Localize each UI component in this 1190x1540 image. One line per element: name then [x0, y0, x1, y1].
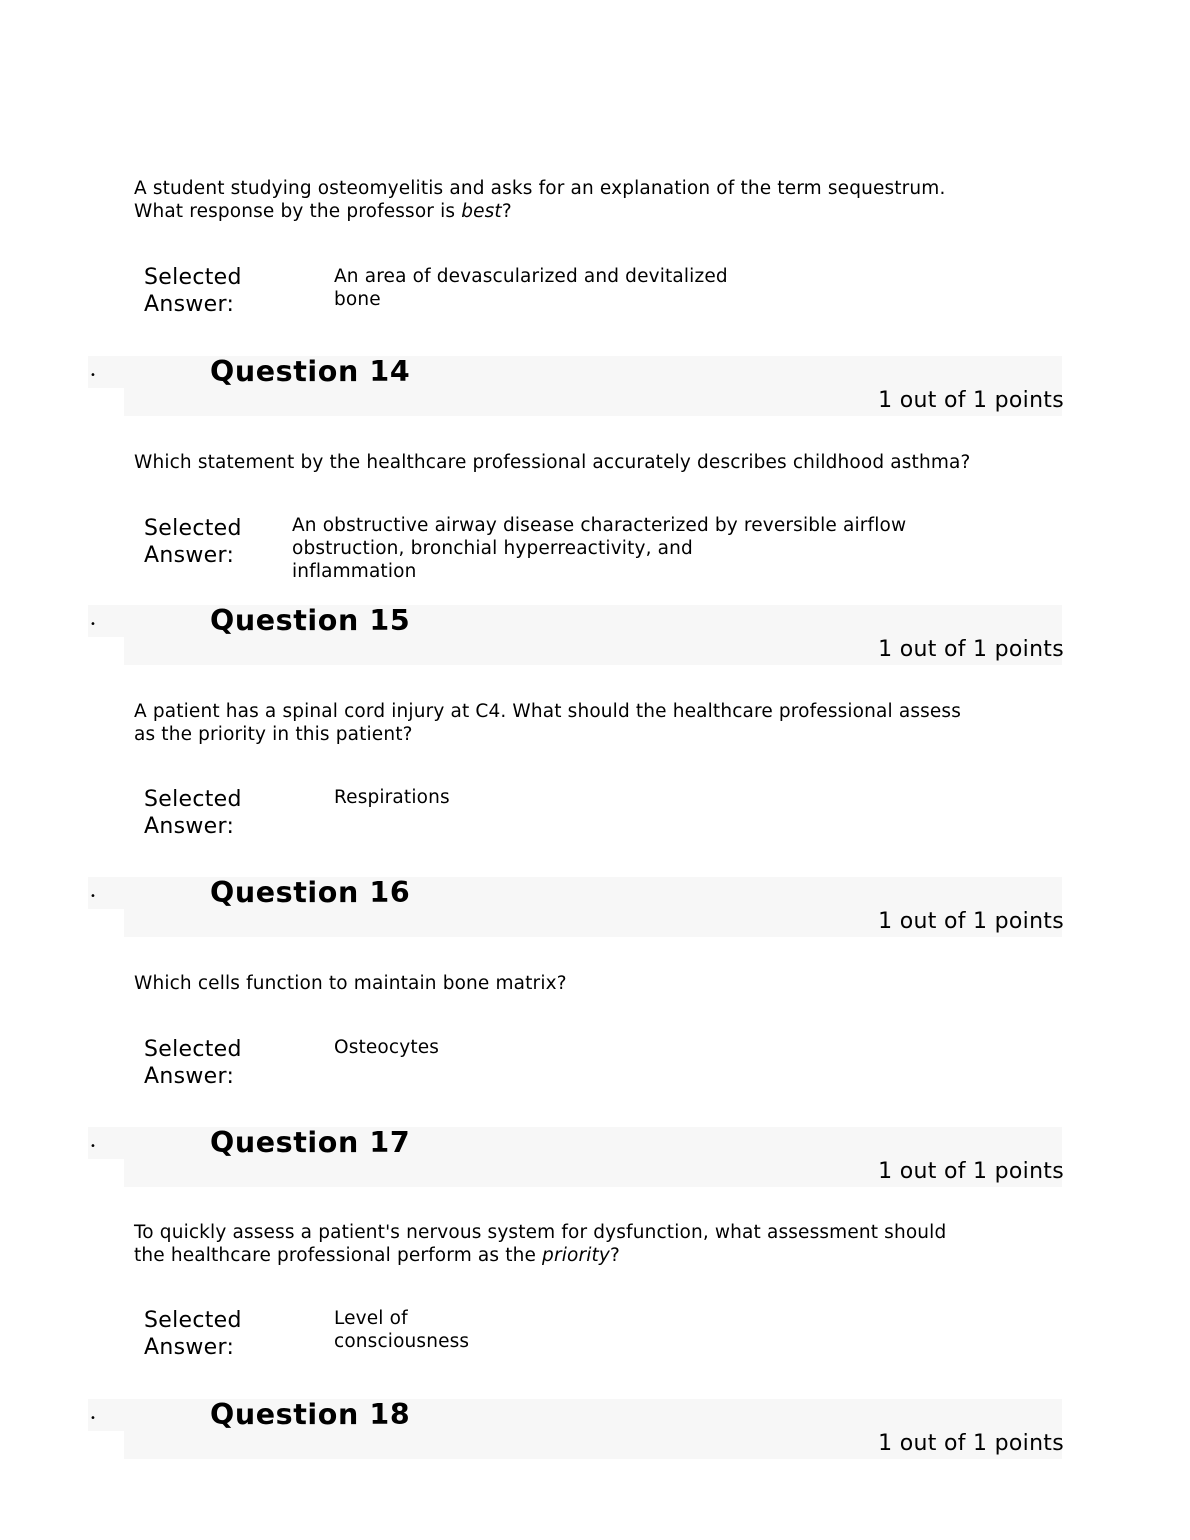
question-text-line: as the priority in this patient?	[134, 724, 413, 745]
selected-answer-value: An area of devascularized and devitalized bone	[334, 266, 728, 310]
question-title: Question 14	[210, 355, 411, 388]
question-text-line: the healthcare professional perform as the priority?	[134, 1245, 620, 1266]
selected-answer-value: Level of consciousness	[334, 1308, 470, 1352]
question-14-text	[134, 451, 970, 474]
selected-answer-label: Selected Answer:	[144, 1037, 242, 1089]
question-18-header	[88, 1399, 1062, 1459]
question-text-line: What response by the professor is best?	[134, 201, 512, 222]
bullet-icon: •	[90, 891, 96, 902]
selected-answer-label: Selected Answer:	[144, 265, 242, 317]
bullet-icon: •	[90, 370, 96, 381]
question-15-header	[88, 605, 1062, 665]
question-points: 1 out of 1 points	[878, 909, 1064, 934]
selected-answer-label: Selected Answer:	[144, 516, 242, 568]
question-text-line: Which cells function to maintain bone matrix?	[134, 973, 567, 994]
question-title: Question 17	[210, 1126, 411, 1159]
selected-answer-value: An obstructive airway disease characterized by reversible airflow obstruction, bronchial hyperreactivity, and inflammation	[292, 515, 907, 582]
question-text-line: Which statement by the healthcare professional accurately describes childhood asthma?	[134, 452, 971, 473]
question-title: Question 16	[210, 876, 411, 909]
bullet-icon: •	[90, 619, 96, 630]
question-15-text	[134, 700, 961, 746]
question-title: Question 18	[210, 1398, 411, 1431]
question-16-header	[88, 877, 1062, 937]
question-16-text	[134, 972, 567, 995]
selected-answer-label: Selected Answer:	[144, 1308, 242, 1360]
question-14-header	[88, 356, 1062, 416]
question-points: 1 out of 1 points	[878, 1159, 1064, 1184]
question-17-header	[88, 1127, 1062, 1187]
question-13-text	[134, 177, 946, 223]
emphasis: priority	[542, 1245, 611, 1266]
selected-answer-value: Osteocytes	[334, 1037, 440, 1058]
bullet-icon: •	[90, 1141, 96, 1152]
question-text-line: To quickly assess a patient's nervous system for dysfunction, what assessment should	[134, 1222, 947, 1243]
emphasis: best	[461, 201, 502, 222]
question-points: 1 out of 1 points	[878, 388, 1064, 413]
question-text-line: A student studying osteomyelitis and asks for an explanation of the term sequestrum.	[134, 178, 946, 199]
selected-answer-label: Selected Answer:	[144, 787, 242, 839]
question-text-line: A patient has a spinal cord injury at C4. What should the healthcare professional assess	[134, 701, 962, 722]
question-points: 1 out of 1 points	[878, 637, 1064, 662]
question-17-text	[134, 1221, 946, 1267]
question-points: 1 out of 1 points	[878, 1431, 1064, 1456]
bullet-icon: •	[90, 1413, 96, 1424]
selected-answer-value: Respirations	[334, 787, 450, 808]
question-title: Question 15	[210, 604, 411, 637]
